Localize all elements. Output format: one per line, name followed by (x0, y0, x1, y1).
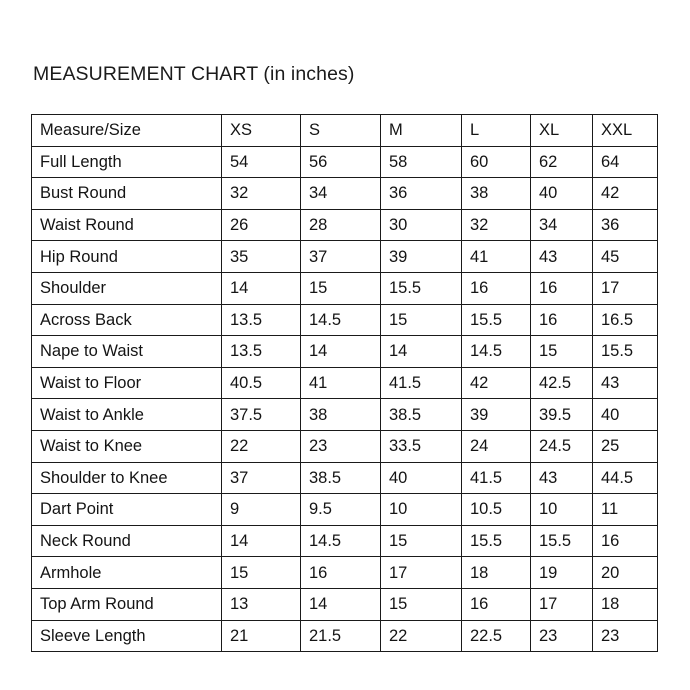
table-row (32, 557, 658, 589)
table-cell: 14.5 (301, 304, 381, 336)
table-row (32, 494, 658, 526)
column-header-xl: XL (531, 115, 593, 147)
table-cell: 13.5 (222, 304, 301, 336)
table-row (32, 430, 658, 462)
table-cell: 23 (531, 620, 593, 652)
table-cell: 9 (222, 494, 301, 526)
table-cell: 22 (222, 430, 301, 462)
table-cell: 20 (593, 557, 658, 589)
row-header-measure: Bust Round (32, 178, 222, 210)
table-row (32, 588, 658, 620)
table-cell: 14 (222, 525, 301, 557)
row-header-measure: Top Arm Round (32, 588, 222, 620)
table-cell: 15 (381, 525, 462, 557)
table-cell: 38 (462, 178, 531, 210)
table-cell: 15 (531, 336, 593, 368)
table-cell: 19 (531, 557, 593, 589)
table-cell: 40 (381, 462, 462, 494)
table-cell: 62 (531, 146, 593, 178)
table-cell: 42.5 (531, 367, 593, 399)
table-cell: 32 (462, 209, 531, 241)
table-cell: 56 (301, 146, 381, 178)
table-cell: 15.5 (462, 525, 531, 557)
table-cell: 24 (462, 430, 531, 462)
table-cell: 25 (593, 430, 658, 462)
table-cell: 13.5 (222, 336, 301, 368)
table-cell: 37.5 (222, 399, 301, 431)
column-header-xs: XS (222, 115, 301, 147)
row-header-measure: Waist Round (32, 209, 222, 241)
table-row (32, 525, 658, 557)
column-header-xxl: XXL (593, 115, 658, 147)
table-cell: 43 (531, 241, 593, 273)
table-cell: 39 (462, 399, 531, 431)
table-cell: 22 (381, 620, 462, 652)
table-cell: 16.5 (593, 304, 658, 336)
column-header-l: L (462, 115, 531, 147)
table-cell: 14 (301, 336, 381, 368)
table-cell: 10.5 (462, 494, 531, 526)
table-cell: 10 (381, 494, 462, 526)
table-row (32, 367, 658, 399)
table-cell: 14 (222, 272, 301, 304)
table-row (32, 399, 658, 431)
table-cell: 13 (222, 588, 301, 620)
row-header-measure: Full Length (32, 146, 222, 178)
table-cell: 37 (222, 462, 301, 494)
table-cell: 40.5 (222, 367, 301, 399)
table-cell: 38 (301, 399, 381, 431)
table-cell: 33.5 (381, 430, 462, 462)
table-cell: 21 (222, 620, 301, 652)
table-cell: 15.5 (531, 525, 593, 557)
table-cell: 35 (222, 241, 301, 273)
table-cell: 41 (301, 367, 381, 399)
table-row (32, 462, 658, 494)
table-cell: 15.5 (593, 336, 658, 368)
table-cell: 16 (301, 557, 381, 589)
table-cell: 11 (593, 494, 658, 526)
table-cell: 9.5 (301, 494, 381, 526)
table-cell: 28 (301, 209, 381, 241)
table-cell: 23 (301, 430, 381, 462)
column-header-s: S (301, 115, 381, 147)
table-row (32, 209, 658, 241)
table-cell: 44.5 (593, 462, 658, 494)
table-cell: 17 (531, 588, 593, 620)
table-cell: 41.5 (381, 367, 462, 399)
table-cell: 16 (462, 272, 531, 304)
table-cell: 21.5 (301, 620, 381, 652)
table-cell: 10 (531, 494, 593, 526)
table-cell: 14.5 (462, 336, 531, 368)
table-cell: 41.5 (462, 462, 531, 494)
table-cell: 15 (301, 272, 381, 304)
table-cell: 14.5 (301, 525, 381, 557)
table-row (32, 178, 658, 210)
table-cell: 39.5 (531, 399, 593, 431)
table-row (32, 336, 658, 368)
column-header-measure: Measure/Size (32, 115, 222, 147)
table-cell: 36 (381, 178, 462, 210)
table-cell: 41 (462, 241, 531, 273)
table-cell: 60 (462, 146, 531, 178)
table-cell: 26 (222, 209, 301, 241)
row-header-measure: Sleeve Length (32, 620, 222, 652)
table-cell: 43 (531, 462, 593, 494)
table-cell: 16 (531, 272, 593, 304)
row-header-measure: Shoulder to Knee (32, 462, 222, 494)
table-cell: 15.5 (462, 304, 531, 336)
table-cell: 64 (593, 146, 658, 178)
row-header-measure: Waist to Knee (32, 430, 222, 462)
table-cell: 43 (593, 367, 658, 399)
column-header-m: M (381, 115, 462, 147)
table-cell: 16 (593, 525, 658, 557)
table-cell: 42 (462, 367, 531, 399)
table-row (32, 241, 658, 273)
row-header-measure: Armhole (32, 557, 222, 589)
table-cell: 34 (531, 209, 593, 241)
table-cell: 15 (381, 588, 462, 620)
table-cell: 15.5 (381, 272, 462, 304)
table-cell: 22.5 (462, 620, 531, 652)
table-cell: 17 (593, 272, 658, 304)
table-cell: 32 (222, 178, 301, 210)
table-cell: 17 (381, 557, 462, 589)
table-cell: 38.5 (301, 462, 381, 494)
table-cell: 36 (593, 209, 658, 241)
table-cell: 23 (593, 620, 658, 652)
table-cell: 58 (381, 146, 462, 178)
table-cell: 16 (531, 304, 593, 336)
table-cell: 45 (593, 241, 658, 273)
table-cell: 38.5 (381, 399, 462, 431)
table-cell: 18 (462, 557, 531, 589)
row-header-measure: Hip Round (32, 241, 222, 273)
table-cell: 15 (222, 557, 301, 589)
table-header-row (32, 115, 658, 147)
table-cell: 16 (462, 588, 531, 620)
table-cell: 15 (381, 304, 462, 336)
row-header-measure: Waist to Ankle (32, 399, 222, 431)
table-row (32, 146, 658, 178)
row-header-measure: Shoulder (32, 272, 222, 304)
row-header-measure: Dart Point (32, 494, 222, 526)
table-cell: 42 (593, 178, 658, 210)
page-title: MEASUREMENT CHART (in inches) (33, 63, 355, 85)
row-header-measure: Nape to Waist (32, 336, 222, 368)
table-cell: 39 (381, 241, 462, 273)
table-cell: 40 (531, 178, 593, 210)
table-header (32, 115, 658, 147)
row-header-measure: Waist to Floor (32, 367, 222, 399)
table-cell: 40 (593, 399, 658, 431)
table-cell: 37 (301, 241, 381, 273)
row-header-measure: Across Back (32, 304, 222, 336)
table-row (32, 620, 658, 652)
row-header-measure: Neck Round (32, 525, 222, 557)
table-row (32, 304, 658, 336)
measurement-table (31, 114, 658, 652)
table-cell: 54 (222, 146, 301, 178)
table-body (32, 146, 658, 652)
measurement-table-container (31, 114, 657, 652)
table-cell: 24.5 (531, 430, 593, 462)
table-cell: 34 (301, 178, 381, 210)
table-cell: 30 (381, 209, 462, 241)
table-cell: 18 (593, 588, 658, 620)
table-cell: 14 (301, 588, 381, 620)
table-cell: 14 (381, 336, 462, 368)
table-row (32, 272, 658, 304)
